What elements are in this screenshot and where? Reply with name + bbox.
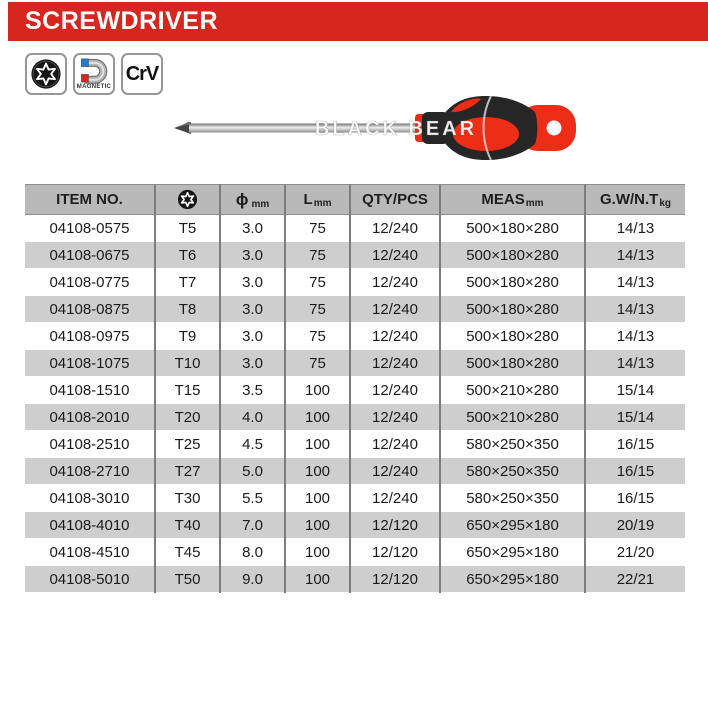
table-row — [25, 404, 685, 431]
table-cell: 04108-1510 — [25, 377, 155, 404]
table-cell: 100 — [285, 431, 350, 458]
table-row — [25, 215, 685, 242]
torx-star-icon — [30, 58, 62, 90]
table-row — [25, 296, 685, 323]
table-cell: T25 — [155, 431, 220, 458]
table-cell: 12/240 — [350, 215, 440, 242]
table-cell: 75 — [285, 242, 350, 269]
table-row — [25, 485, 685, 512]
table-cell: 100 — [285, 377, 350, 404]
table-cell: 100 — [285, 512, 350, 539]
table-cell: 75 — [285, 323, 350, 350]
table-cell: 500×180×280 — [440, 323, 585, 350]
table-cell: 15/14 — [585, 377, 685, 404]
table-cell: T6 — [155, 242, 220, 269]
table-cell: 75 — [285, 350, 350, 377]
table-cell: T40 — [155, 512, 220, 539]
table-cell: 12/240 — [350, 242, 440, 269]
table-cell: T27 — [155, 458, 220, 485]
table-cell: 04108-2010 — [25, 404, 155, 431]
table-cell: 75 — [285, 215, 350, 242]
table-cell: 650×295×180 — [440, 539, 585, 566]
table-cell: 100 — [285, 458, 350, 485]
table-cell: 04108-0675 — [25, 242, 155, 269]
table-cell: 04108-0575 — [25, 215, 155, 242]
table-cell: 12/240 — [350, 485, 440, 512]
feature-torx — [25, 53, 67, 95]
table-cell: 12/240 — [350, 350, 440, 377]
table-cell: 650×295×180 — [440, 566, 585, 593]
table-cell: 650×295×180 — [440, 512, 585, 539]
column-header-weight: G.W/N.Tkg — [585, 185, 685, 215]
column-header-item-no: ITEM NO. — [25, 185, 155, 215]
table-cell: 500×180×280 — [440, 350, 585, 377]
page-title-banner — [8, 2, 708, 41]
column-header-qty: QTY/PCS — [350, 185, 440, 215]
feature-magnetic — [73, 53, 115, 95]
table-cell: 14/13 — [585, 242, 685, 269]
table-cell: 500×180×280 — [440, 296, 585, 323]
table-cell: 12/120 — [350, 539, 440, 566]
table-row — [25, 323, 685, 350]
table-cell: 04108-3010 — [25, 485, 155, 512]
table-cell: T20 — [155, 404, 220, 431]
watermark-text: BLACK BEAR — [314, 118, 478, 140]
table-cell: 9.0 — [220, 566, 285, 593]
table-cell: T10 — [155, 350, 220, 377]
table-cell: 4.0 — [220, 404, 285, 431]
table-cell: 16/15 — [585, 458, 685, 485]
column-header-meas: MEASmm — [440, 185, 585, 215]
table-cell: 04108-2510 — [25, 431, 155, 458]
table-cell: 5.0 — [220, 458, 285, 485]
column-header-diameter: ϕ mm — [220, 185, 285, 215]
table-cell: 500×180×280 — [440, 242, 585, 269]
magnet-icon — [75, 57, 113, 84]
table-cell: 15/14 — [585, 404, 685, 431]
table-cell: 580×250×350 — [440, 458, 585, 485]
table-cell: 12/240 — [350, 404, 440, 431]
feature-icons — [25, 53, 163, 95]
table-cell: 3.5 — [220, 377, 285, 404]
table-header — [25, 185, 685, 215]
table-cell: 12/240 — [350, 296, 440, 323]
table-cell: 7.0 — [220, 512, 285, 539]
table-cell: 500×210×280 — [440, 377, 585, 404]
table-cell: 12/240 — [350, 458, 440, 485]
table-cell: 500×180×280 — [440, 269, 585, 296]
table-body — [25, 215, 685, 593]
table-cell: 3.0 — [220, 215, 285, 242]
table-cell: T9 — [155, 323, 220, 350]
table-cell: 04108-5010 — [25, 566, 155, 593]
table-cell: 16/15 — [585, 485, 685, 512]
product-image — [158, 88, 578, 168]
table-row — [25, 566, 685, 593]
table-cell: T5 — [155, 215, 220, 242]
table-cell: 100 — [285, 566, 350, 593]
table-cell: 500×180×280 — [440, 215, 585, 242]
magnetic-label: MAGNETIC — [76, 84, 112, 90]
table-cell: T50 — [155, 566, 220, 593]
table-cell: 04108-4010 — [25, 512, 155, 539]
table-row — [25, 512, 685, 539]
table-cell: T8 — [155, 296, 220, 323]
table-cell: 04108-0775 — [25, 269, 155, 296]
table-cell: 14/13 — [585, 269, 685, 296]
table-cell: 3.0 — [220, 269, 285, 296]
table-cell: 580×250×350 — [440, 431, 585, 458]
table-cell: 75 — [285, 296, 350, 323]
table-row — [25, 539, 685, 566]
table-cell: 04108-2710 — [25, 458, 155, 485]
table-cell: 8.0 — [220, 539, 285, 566]
table-row — [25, 269, 685, 296]
table-cell: 12/240 — [350, 431, 440, 458]
hang-hole — [547, 121, 562, 136]
table-cell: T15 — [155, 377, 220, 404]
column-header-torx — [155, 185, 220, 215]
table-cell: 12/120 — [350, 566, 440, 593]
table-cell: 14/13 — [585, 215, 685, 242]
table-cell: 75 — [285, 269, 350, 296]
crv-label: CrV — [125, 62, 159, 85]
table-cell: 12/240 — [350, 269, 440, 296]
column-header-length: Lmm — [285, 185, 350, 215]
table-cell: 3.0 — [220, 350, 285, 377]
page-title: SCREWDRIVER — [25, 7, 219, 35]
table-cell: 4.5 — [220, 431, 285, 458]
table-cell: 3.0 — [220, 323, 285, 350]
table-cell: 14/13 — [585, 323, 685, 350]
table-cell: 100 — [285, 539, 350, 566]
table-cell: T45 — [155, 539, 220, 566]
table-cell: 04108-4510 — [25, 539, 155, 566]
spec-table — [25, 184, 685, 593]
table-cell: 12/240 — [350, 377, 440, 404]
table-cell: 580×250×350 — [440, 485, 585, 512]
table-cell: T30 — [155, 485, 220, 512]
table-cell: 500×210×280 — [440, 404, 585, 431]
table-cell: 04108-1075 — [25, 350, 155, 377]
table-cell: 12/240 — [350, 323, 440, 350]
table-cell: 100 — [285, 404, 350, 431]
feature-crv — [121, 53, 163, 95]
table-row — [25, 458, 685, 485]
table-cell: 3.0 — [220, 296, 285, 323]
table-cell: 04108-0975 — [25, 323, 155, 350]
screwdriver-image — [158, 88, 578, 168]
table-cell: 100 — [285, 485, 350, 512]
table-row — [25, 242, 685, 269]
table-cell: 22/21 — [585, 566, 685, 593]
table-cell: 3.0 — [220, 242, 285, 269]
table-cell: 5.5 — [220, 485, 285, 512]
table-row — [25, 350, 685, 377]
table-cell: 04108-0875 — [25, 296, 155, 323]
table-cell: 20/19 — [585, 512, 685, 539]
table-row — [25, 377, 685, 404]
table-cell: 16/15 — [585, 431, 685, 458]
table-cell: 14/13 — [585, 350, 685, 377]
table-cell: 21/20 — [585, 539, 685, 566]
table-cell: T7 — [155, 269, 220, 296]
torx-star-icon — [177, 189, 198, 210]
table-cell: 14/13 — [585, 296, 685, 323]
table-row — [25, 431, 685, 458]
table-cell: 12/120 — [350, 512, 440, 539]
